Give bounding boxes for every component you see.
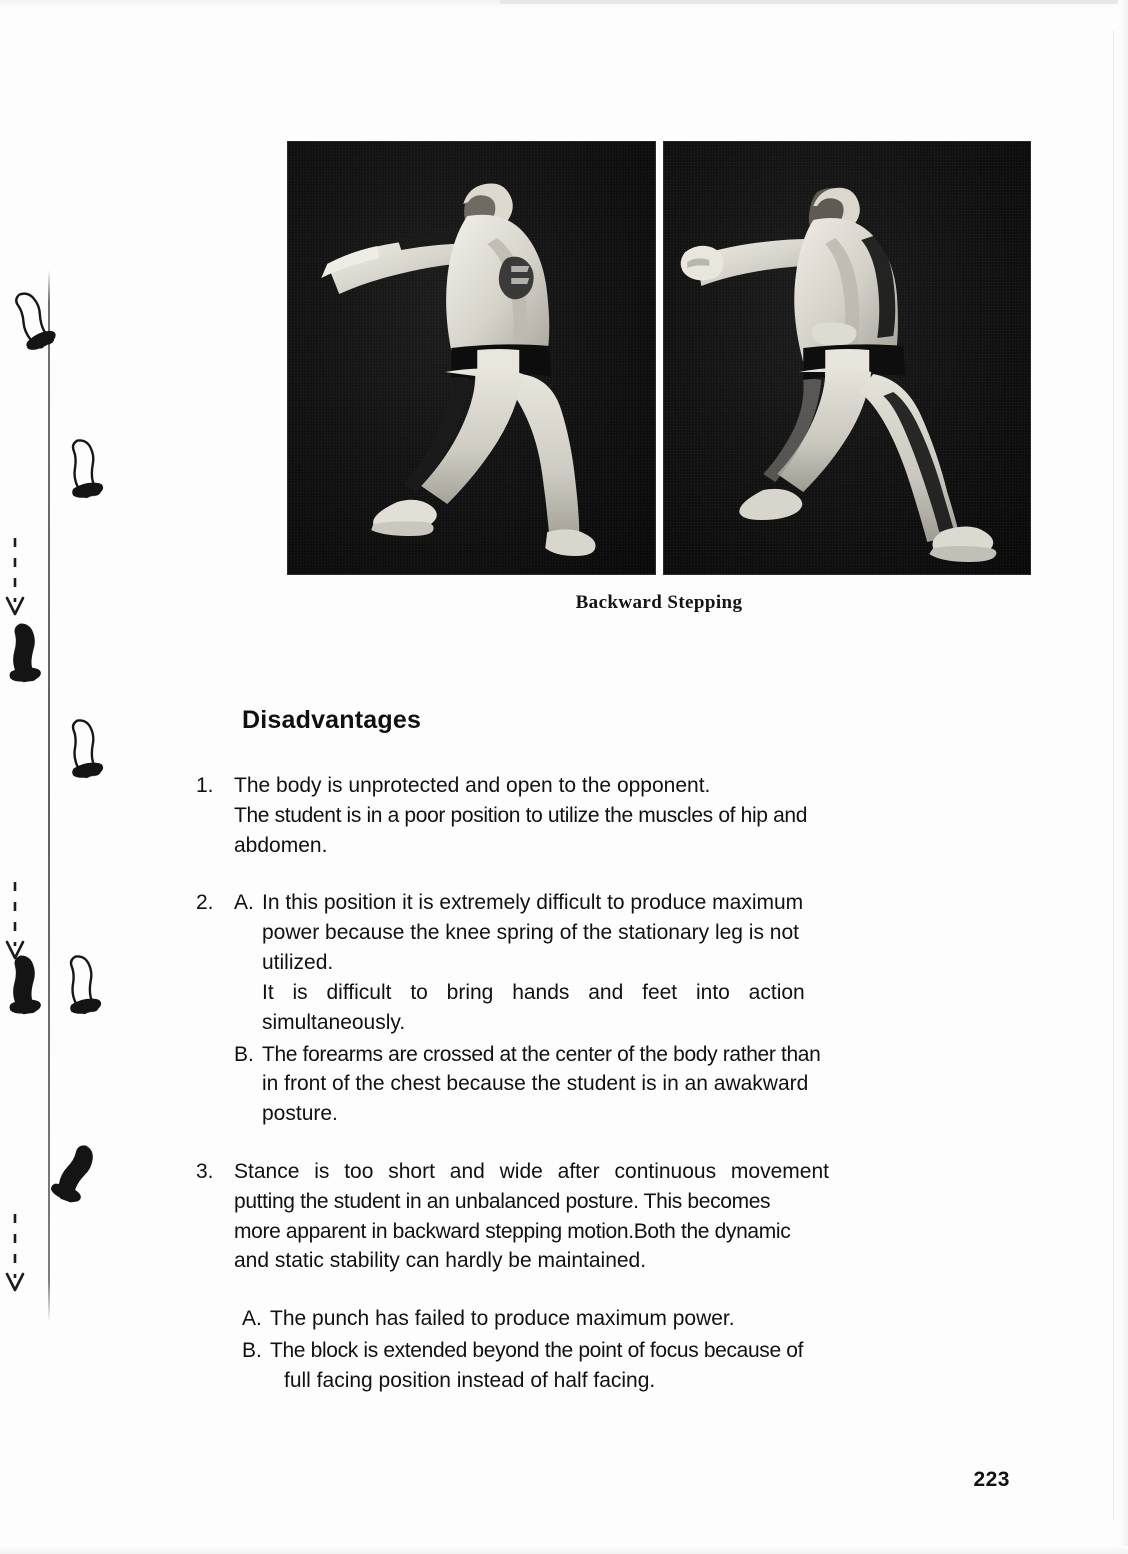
photo-caption: Backward Stepping — [575, 592, 743, 613]
list-item-body — [234, 771, 988, 860]
list-item-number: 2. — [196, 891, 214, 915]
sub-item-text — [270, 1336, 988, 1396]
text-line: The student is in a poor position to utilize the muscles of hip and — [234, 803, 808, 827]
backward-stepping-photo-left — [288, 142, 655, 574]
figure-right — [664, 142, 1031, 574]
text-line: In this position it is extremely difficult to produce maximum — [262, 891, 804, 915]
text-line: utilized. — [262, 951, 334, 975]
text-line: putting the student in an unbalanced posture. This becomes — [234, 1189, 771, 1213]
page-content — [196, 706, 988, 1396]
scan-edge-right-line — [1113, 30, 1114, 1520]
sub-item-letter: A. — [242, 1307, 262, 1331]
text-line: posture. — [262, 1102, 338, 1126]
sub-item — [234, 888, 988, 1037]
step-direction-arrow-icon — [2, 1212, 28, 1302]
sub-item-text — [270, 1304, 988, 1334]
figure-left — [288, 142, 655, 574]
list-item — [196, 888, 988, 1129]
text-line: in front of the chest because the student is in an awakward — [262, 1072, 809, 1096]
text-line: The block is extended beyond the point of focus because of — [270, 1339, 804, 1362]
text-line: simultaneously. — [262, 1010, 406, 1034]
text-line: more apparent in backward stepping motion.Both the dynamic — [234, 1219, 791, 1243]
list-item-body — [234, 888, 988, 1129]
sub-item-text — [262, 1040, 988, 1129]
sub-item — [234, 1040, 988, 1129]
text-line: and static stability can hardly be maintained. — [234, 1249, 647, 1273]
sub-item-text — [262, 888, 988, 1037]
text-line: It is difficult to bring hands and feet into action — [262, 980, 805, 1004]
step-direction-arrow-icon — [2, 536, 28, 626]
footprint-outline-icon — [53, 711, 113, 782]
list-item-number: 3. — [196, 1159, 214, 1183]
list-item — [196, 771, 988, 860]
text-line: The forearms are crossed at the center of the body rather than — [262, 1042, 821, 1066]
sub-item-letter: B. — [234, 1042, 254, 1066]
text-line: full facing position instead of half facing. — [284, 1368, 656, 1392]
photo-strip — [288, 142, 1030, 574]
page-number: 223 — [973, 1468, 1010, 1491]
scan-edge-bottom — [0, 1546, 1128, 1554]
text-line: Stance is too short and wide after continuous movement — [234, 1159, 829, 1183]
list-item-body — [234, 1157, 988, 1276]
list-item — [196, 1157, 988, 1276]
backward-stepping-photo-right — [664, 142, 1031, 574]
sub-item-letter: A. — [234, 891, 254, 915]
sub-item-group — [242, 1304, 988, 1395]
footprint-filled-icon — [43, 1134, 107, 1208]
list-item-number: 1. — [196, 774, 214, 797]
margin-vertical-rule — [48, 270, 50, 1322]
scan-edge-right — [1118, 0, 1128, 1554]
sub-item — [242, 1336, 988, 1396]
scan-edge-top-shadow — [500, 0, 1128, 4]
footprint-outline-icon — [53, 431, 113, 502]
sub-item-letter: B. — [242, 1339, 262, 1362]
text-line: power because the knee spring of the stationary leg is not — [262, 921, 799, 945]
footprint-outline-icon — [51, 947, 111, 1018]
text-line: The punch has failed to produce maximum power. — [270, 1307, 735, 1331]
step-direction-arrow-icon — [2, 880, 28, 970]
page-title: Disadvantages — [242, 706, 422, 734]
sub-item — [242, 1304, 988, 1334]
footprint-filled-icon — [0, 617, 50, 685]
footprint-outline-icon — [0, 281, 66, 357]
text-line: The body is unprotected and open to the opponent. — [234, 774, 711, 797]
text-line: abdomen. — [234, 833, 328, 857]
